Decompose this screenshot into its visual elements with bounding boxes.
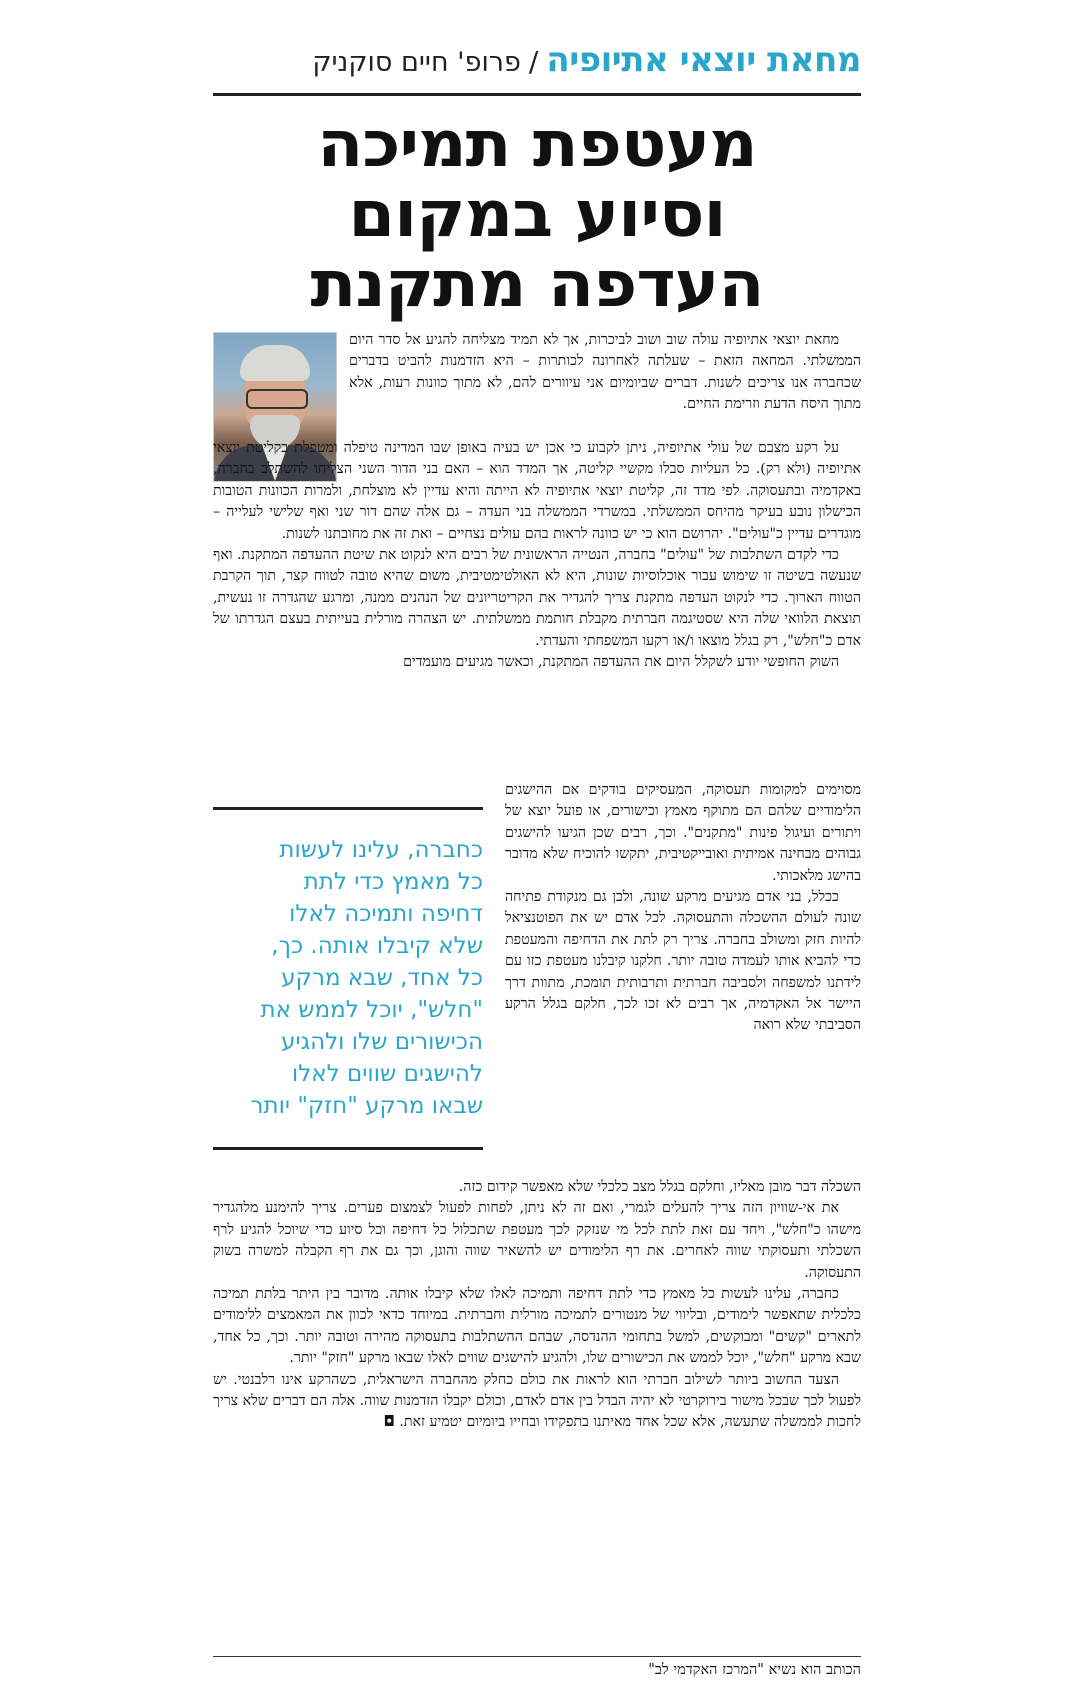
footer-rule bbox=[213, 1656, 861, 1657]
body-text-bottom bbox=[213, 1177, 861, 1434]
pullquote-line: שלא קיבלו אותה. כך, bbox=[271, 933, 483, 959]
pullquote-rule-bottom bbox=[213, 1147, 483, 1150]
headline-line: העדפה מתקנת bbox=[310, 248, 764, 322]
paragraph: מסוימים למקומות תעסוקה, המעסיקים בודקים אם ההישגים הלימודיים שלהם הם מתוקף מאמץ וכישורים, או פועל יוצא של ויתורים ועיגול פינות "מתקנים". וכך, רבים שכן הגיעו להישגים גבוהים מבחינה אמיתית ואובייקטיבית, יתקשו להוכיח שלא מדובר בהישג מלאכותי. bbox=[505, 782, 861, 884]
article-page bbox=[213, 30, 861, 1690]
pullquote-rule-top bbox=[213, 807, 483, 810]
intro-text bbox=[349, 330, 861, 416]
paragraph: השכלה דבר מובן מאליו, וחלקם בגלל מצב כלכלי שלא מאפשר קידום כזה. bbox=[458, 1179, 861, 1195]
article-header bbox=[213, 40, 861, 88]
pullquote-line: כחברה, עלינו לעשות bbox=[279, 837, 483, 863]
paragraph: הצעד החשוב ביותר לשילוב חברתי הוא לראות את כולם כחלק מהחברה הישראלית, כשהרקע אינו רלבנטי. יש לפעול לכך שבכל מישור בירוקרטי לא יהיה הבדל בין אדם לאדם, וכולם יקבלו הזדמנות שווה. אלה הם דברים שלא צריך לחכות לממשלה שתעשה, אלא שכל אחד מאיתנו בתפקידו ובחייו ביומיום יטמיע זאת. ◘ bbox=[213, 1371, 861, 1431]
pullquote-line: "חלש", יוכל לממש את bbox=[260, 997, 483, 1023]
paragraph: כדי לקדם השתלבות של "עולים" בחברה, הנטייה הראשונית של רבים היא לנקוט את שיטת ההעדפה המתקנת. ואף שנעשה בשיטה זו שימוש עבור אוכלוסיות שונות, היא לא האולטימטיבית, משום שהיא טובה לטווח קצר, תוך הקרבת הטווח הארוך. כדי לנקוט העדפה מתקנת צריך להגדיר את הקריטריונים של הנהנים ממנה, ומרגע שהגדרה זו נעשית, תוצאת הלוואי שלה היא שסטיגמה חברתית מקבלת חותמת ממשלתית. יש הצהרה מורלית בעייתית בעצם הגדרתו של אדם כ"חלש", רק בגלל מוצאו ו/או רקעו המשפחתי והעדתי. bbox=[213, 547, 861, 649]
header-rule bbox=[213, 93, 861, 96]
paragraph: את אי-שוויון הזה צריך להעלים לגמרי, ואם זה לא ניתן, לפחות לפעול לצמצום פערים. צריך להימנע מלהגדיר מישהו כ"חלש", ויחד עם זאת לתת לכל מי שנזקק לכך מעטפת שתכלול כל דחיפה וכל סיוע כדי שיוכל להגיע לרף השכלתי ותעסוקתי שווה לאחרים. את רף הלימודים יש להשאיר שווה והוגן, וכך גם את רף הקבלה למשרה בשוק התעסוקה. bbox=[213, 1200, 861, 1281]
paragraph: כחברה, עלינו לעשות כל מאמץ כדי לתת דחיפה ותמיכה לאלו שלא קיבלו אותה. מדובר בין היתר בלתת תמיכה כלכלית שתאפשר לימודים, ובליווי של מנטורים לתמיכה מורלית וחברתית. במיוחד כדאי לכוון את המאמצים ללימודים לתארים "קשים" ומבוקשים, למשל בתחומי ההנדסה, שבהם ההשתלבות בתעסוקה מהירה וטובה יותר. וכך, כל אחד, שבא מרקע "חלש", יוכל לממש את הכישורים שלו, ולהגיע להישגים שווים לאלו שבאו מרקע "חזק" יותר. bbox=[213, 1286, 861, 1367]
pull-quote bbox=[213, 834, 483, 1122]
headline-line: וסיוע במקום bbox=[348, 178, 726, 252]
author-credit: הכותב הוא נשיא "המרכז האקדמי לב" bbox=[648, 1662, 861, 1678]
author-byline: פרופ' חיים סוקניק bbox=[312, 47, 521, 78]
section-rubric: מחאת יוצאי אתיופיה bbox=[546, 40, 861, 80]
pullquote-line: להישגים שווים לאלו bbox=[291, 1061, 483, 1087]
body-text-full-width bbox=[213, 438, 861, 673]
pullquote-line: הכישורים שלו ולהגיע bbox=[281, 1029, 483, 1055]
headline bbox=[213, 110, 861, 320]
pullquote-line: כל אחד, שבא מרקע bbox=[281, 965, 483, 991]
paragraph: מחאת יוצאי אתיופיה עולה שוב ושוב לביכרות, אך לא תמיד מצליחה להגיע אל סדר היום הממשלתי. המחאה הזאת – שעלתה לאחרונה לכותרות – היא הזדמנות להביט בדברים שכחברה אנו צריכים לשנות. דברים שביומיום אני עיוורים להם, לא מתוך כוונות רעות, אלא מתוך היסח הדעת וזרימת החיים. bbox=[349, 332, 861, 413]
paragraph: ככלל, בני אדם מגיעים מרקע שונה, ולכן גם מנקודת פתיחה שונה לעולם ההשכלה והתעסוקה. לכל אדם יש את הפוטנציאל להיות חזק ומשולב בחברה. צריך רק לתת את הדחיפה והמעטפת כדי להביא אותו לעמדה טובה יותר. חלקנו קיבלנו מעטפת כזו עם לידתנו למשפחה ולסביבה חברתית ותרבותית תומכת, מתוות דרך היישר אל האקדמיה, אך רבים לא זכו לכך, חלקם בגלל הרקע הסביבתי שלא רואה bbox=[505, 889, 861, 1034]
pullquote-line: כל מאמץ כדי לתת bbox=[303, 869, 483, 895]
paragraph: השוק החופשי יודע לשקלל היום את ההעדפה המתקנת, וכאשר מגיעים מועמדים bbox=[403, 654, 839, 671]
pullquote-line: דחיפה ותמיכה לאלו bbox=[289, 901, 483, 927]
pullquote-line: שבאו מרקע "חזק" יותר bbox=[250, 1093, 483, 1119]
paragraph: על רקע מצבם של עולי אתיופיה, ניתן לקבוע כי אכן יש בעיה באופן שבו המדינה טיפלה ומטפלת בקליטת יוצאי אתיופיה (ולא רק). כל העליות סבלו מקשיי קליטה, אך המדד הוא – האם בני הדור השני הצליחו להשתלב בחברה, באקדמיה ובתעסוקה. לפי מדד זה, קליטת יוצאי אתיופיה לא הייתה והיא עדיין לא מוצלחת, ולמרות הכוונות הטובות הכישלון נובע בעיקר מהיחס הממשלתי. במשרדי הממשלה בני העדה – גם אלה שהם דור שני ואף שלישי לעלייה – מוגדרים עדיין כ"עולים". יהרושם הוא כי יש כוונה לראות בהם עולים נצחיים – ואת זה את מחובתנו לשנות. bbox=[213, 440, 861, 542]
body-text-narrow-column bbox=[505, 780, 861, 1037]
header-separator: / bbox=[528, 45, 539, 78]
headline-line: מעטפת תמיכה bbox=[317, 108, 757, 182]
